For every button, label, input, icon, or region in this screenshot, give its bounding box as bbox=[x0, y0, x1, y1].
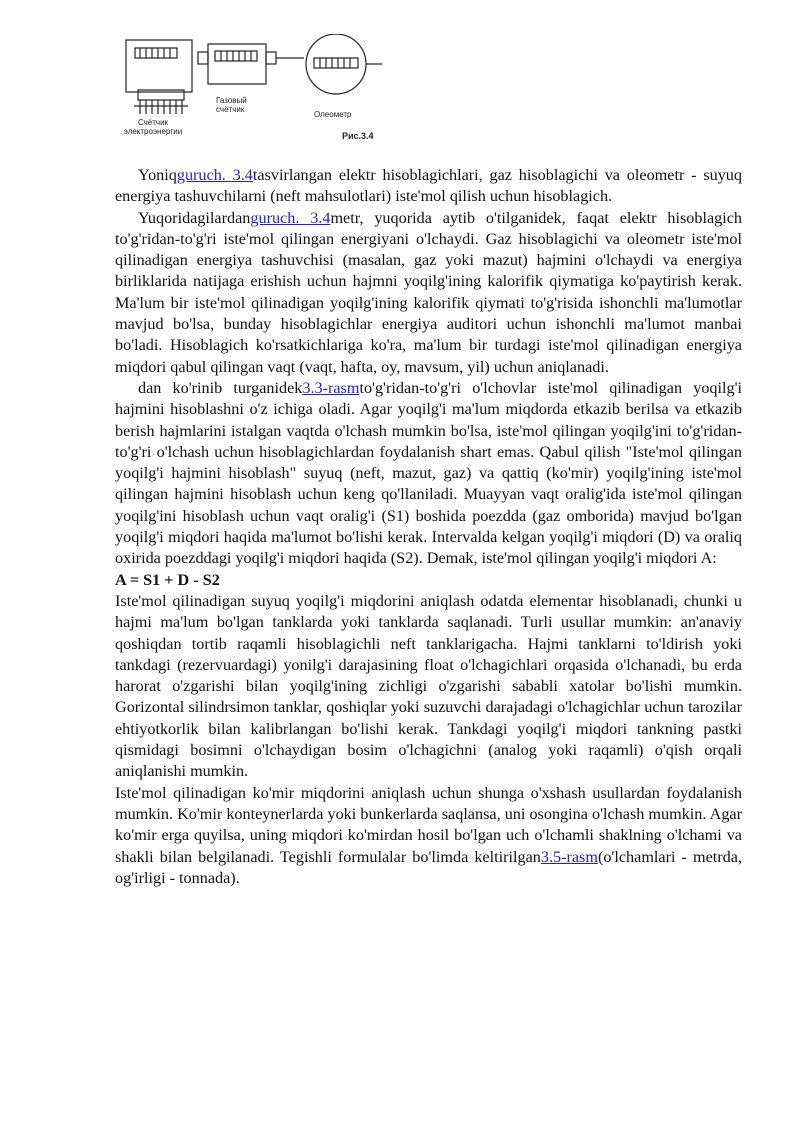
figure-3-3-link[interactable]: 3.3-rasm bbox=[302, 378, 360, 397]
formula: A = S1 + D - S2 bbox=[115, 570, 220, 589]
gas-meter-body bbox=[208, 44, 266, 84]
figure-caption: Рис.3.4 bbox=[342, 131, 374, 141]
paragraph-2-text-end: metr, yuqorida aytib o'tilganidek, faqat elektr hisoblagich to'g'ridan-to'g'ri iste'mol qilingan energiyani o'lchaydi. Gaz hisoblagichi va oleometr iste'mol qilinadigan energiya tashuvchisi (masalan, gaz yoki mazut) hajmini o'lchaydi va energiya birliklarida natijaga erishish uchun hajmni yoqilg'ining kalorifik qiymatiga ko'paytirish kerak. Ma'lum bir iste'mol qilinadigan yoqilg'ining kalorifik qiymati to'g'risida ishonchli ma'lumotlar mavjud bo'lsa, bunday hisoblagichlar energiya auditori uchun ishonchli ma'lumot manbai bo'ladi. Hisoblagich ko'rsatkichlariga ko'ra, ma'lum bir turdagi iste'mol qilinadigan energiya miqdori qabul qilingan vaqt (vaqt, hafta, oy, mavsum, yil) uchun aniqlanadi. bbox=[115, 208, 743, 376]
gas-meter-label: Газовый счётчик bbox=[216, 96, 247, 114]
oleometer-label: Олеометр bbox=[314, 110, 352, 119]
paragraph-1-text-start: Yoniq bbox=[138, 166, 177, 184]
paragraph-4: Iste'mol qilinadigan suyuq yoqilg'i miqdorini aniqlash odatda elementar hisoblanadi, chunki u hajmi ma'lum bo'lgan tanklarda yoki tanklarda saqlanadi. Turli usullar mumkin: an'anaviy qoshiqdan tortib raqamli hisoblagichli neft tanklarigacha. Hajmi tanklarni to'ldirish yoki tankdagi (rezervuardagi) yonilg'i darajasining float o'lchagichlari orqasida o'lchanadi, bu erda harorat o'zgarishi bilan yoqilg'ining zichligi o'zgarishi sababli xatolar bo'lishi mumkin. Gorizontal silindrsimon tanklar, qoshiqlar yoki suzuvchi darajadagi o'lchagichlar uchun tarozilar ehtiyotkorlik bilan kalibrlangan bo'lishi kerak. Tankdagi yoqilg'i miqdori tankning pastki qismidagi bosimni o'lchaydigan bosim o'lchagichni (analog yoki raqamli) o'qish orqali aniqlanishi mumkin. bbox=[115, 591, 742, 781]
paragraph-2 bbox=[115, 208, 742, 378]
gas-pipe-right bbox=[266, 52, 276, 64]
electricity-meter-label: Счётчик электроэнергии bbox=[123, 118, 183, 136]
paragraph-2-text-start: Yuqoridagilardan bbox=[138, 208, 251, 227]
paragraph-5-text-end: (o'lchamlari - metrda, og'irligi - tonnada). bbox=[115, 847, 742, 887]
oleometer-body bbox=[306, 34, 366, 94]
paragraph-1 bbox=[115, 165, 742, 208]
paragraph-1-text-end: tasvirlangan elektr hisoblagichlari, gaz hisoblagichi va oleometr - suyuq energiya tashuvchilarni (neft mahsulotlari) iste'mol qilish uchun hisoblagich. bbox=[115, 166, 742, 206]
paragraph-5-text-start: Iste'mol qilinadigan ko'mir miqdorini aniqlash uchun shunga o'xshash usullardan foydalanish mumkin. Ko'mir konteynerlarda yoki bunkerlarda saqlansa, uni osongina o'lchash mumkin. Agar ko'mir erga quyilsa, uning miqdori ko'mirdan hosil bo'lgan uch o'lchamli shaklning o'lchami va shakli bilan belgilanadi. Tegishli formulalar bo'limda keltirilgan bbox=[115, 783, 742, 866]
figure-3-5-link[interactable]: 3.5-rasm bbox=[540, 847, 598, 866]
figure-3-4 bbox=[118, 34, 418, 146]
document-body bbox=[115, 165, 742, 889]
paragraph-3 bbox=[115, 378, 742, 570]
paragraph-3-text-end: to'g'ridan-to'g'ri o'lchovlar iste'mol qilinadigan yoqilg'i hajmini hisoblashni o'z ichiga oladi. Agar yoqilg'i ma'lum miqdorda etkazib berilsa va etkazib berish hajmlarini istalgan vaqtda o'lchash mumkin bo'lsa, iste'mol qilingan yoqilg'ini to'g'ridan-to'g'ri o'lchash uchun hisoblagichlardan foydalanish shart emas. Qabul qilish "Iste'mol qilingan yoqilg'i hajmini hisoblash" suyuq (neft, mazut, gaz) va qattiq (ko'mir) yoqilg'ining iste'mol qilingan hajmini hisoblash uchun keng qo'llaniladi. Muayyan vaqt oralig'ida iste'mol qilingan yoqilg'ini hisoblash uchun vaqt oralig'i (S1) boshida poezdda (gaz omborida) mavjud bo'lgan yoqilg'i miqdori haqida ma'lumot bo'lishi kerak. Intervalda kelgan yoqilg'i miqdori (D) va oraliq oxirida poezddagi yoqilg'i miqdori haqida (S2). Demak, iste'mol qilingan yoqilg'i miqdori A: bbox=[115, 378, 743, 568]
paragraph-5 bbox=[115, 783, 742, 889]
figure-3-4-link-2[interactable]: guruch. 3.4 bbox=[250, 208, 331, 227]
paragraph-3-text-start: dan ko'rinib turganidek bbox=[138, 378, 303, 397]
figure-3-4-link[interactable]: guruch. 3.4 bbox=[176, 166, 253, 184]
gas-pipe-left bbox=[198, 52, 208, 64]
